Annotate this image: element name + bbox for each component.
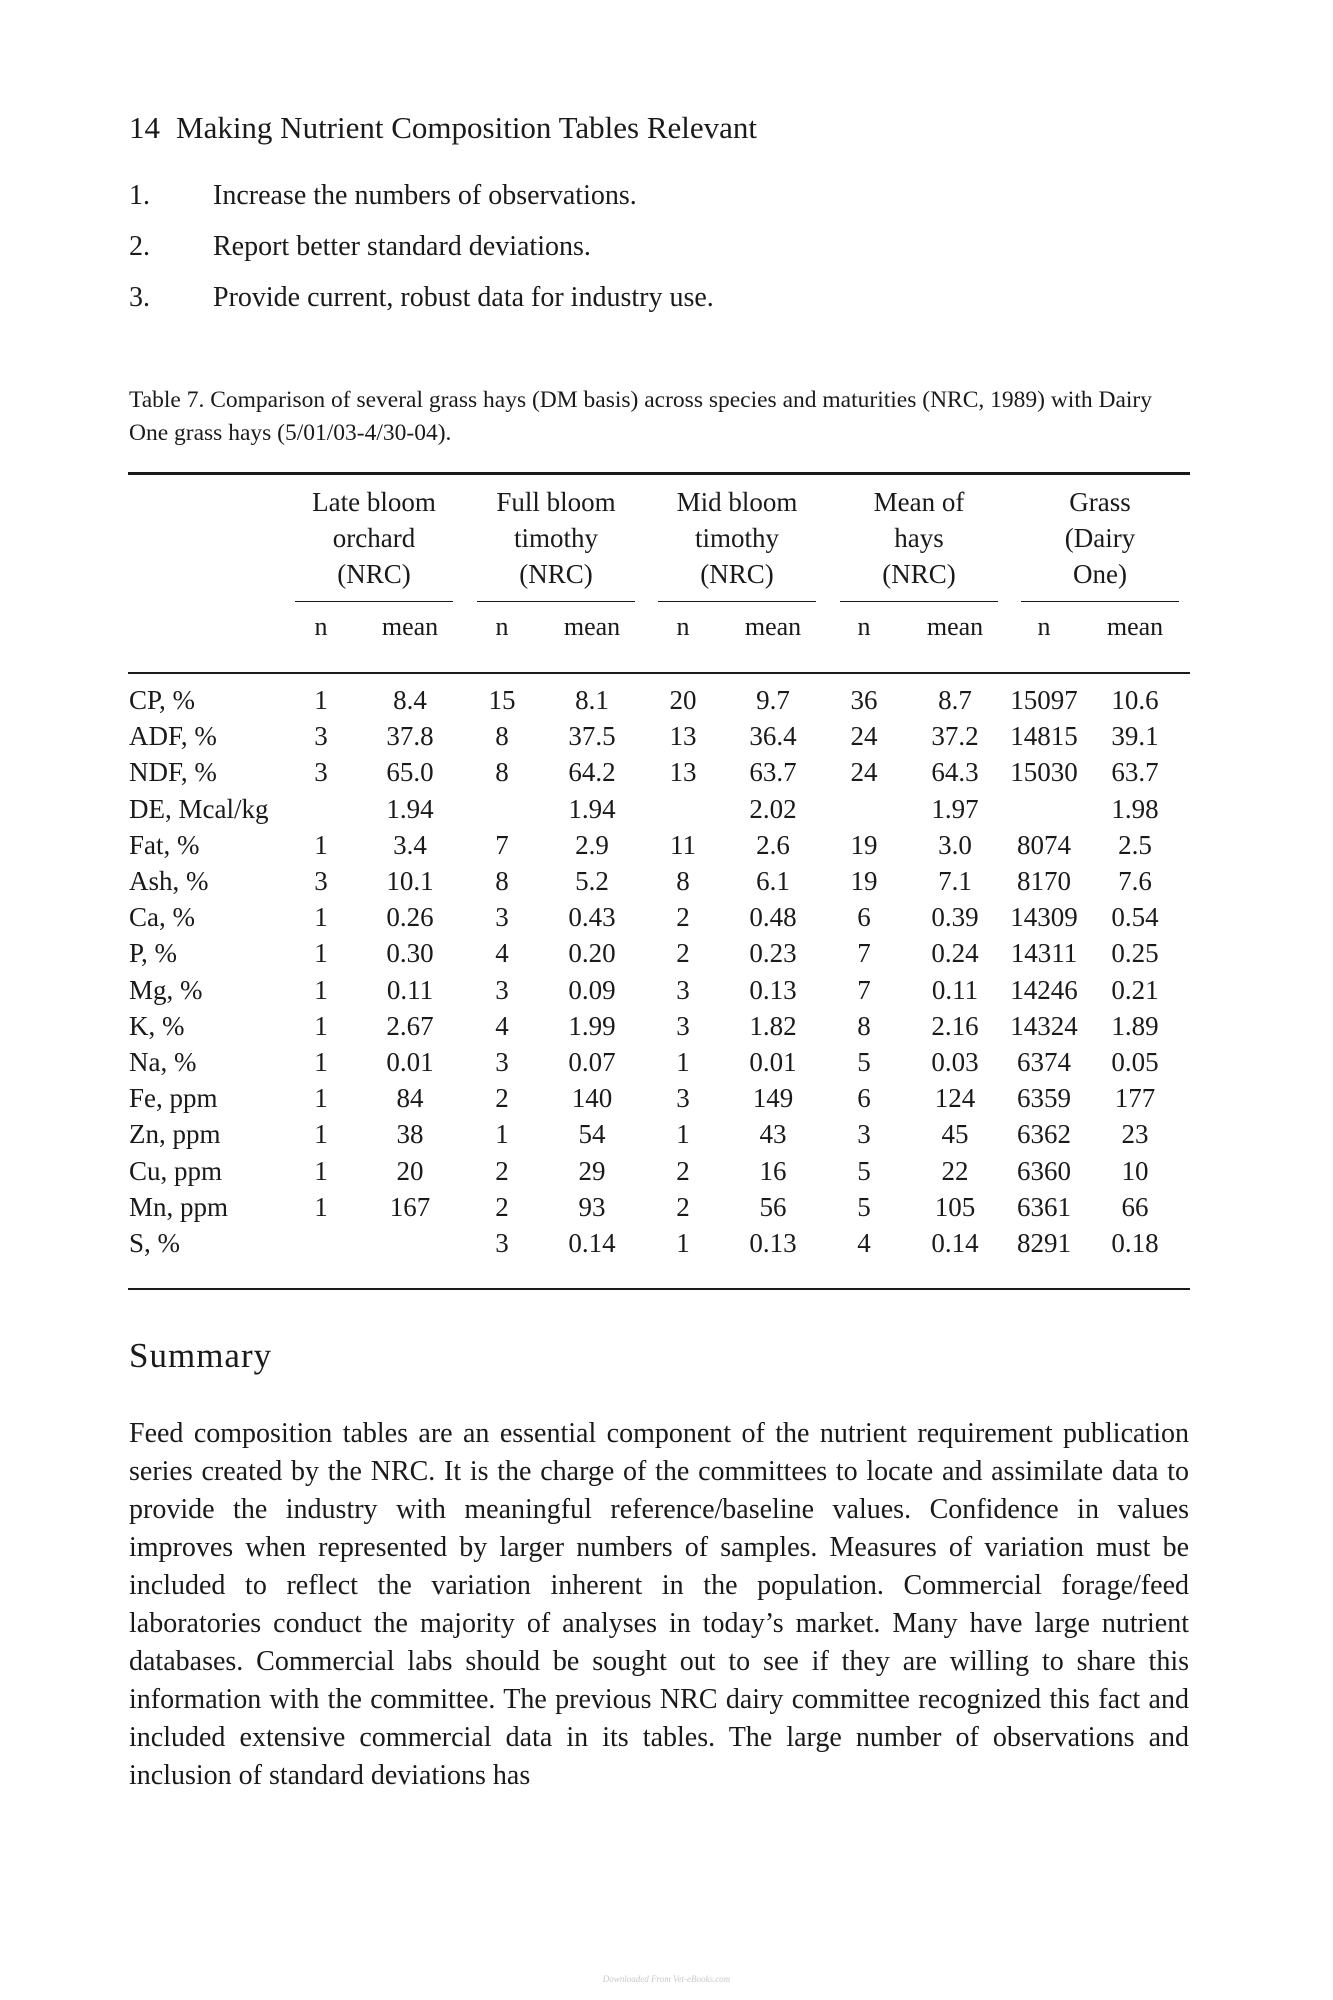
cell-mean: 38: [396, 1119, 424, 1150]
cell-mean: 0.24: [931, 938, 979, 969]
cell-n: 1: [314, 685, 328, 715]
cell-mean: 8.1: [575, 685, 609, 715]
cell-mean: 0.13: [749, 1228, 797, 1258]
cell-mean: 1.99: [568, 1010, 616, 1041]
cell-n: 24: [850, 757, 878, 788]
column-header-n: n: [1037, 612, 1051, 641]
cell-mean: 63.7: [749, 757, 797, 788]
cell-mean: 66: [1121, 1191, 1149, 1222]
cell-mean: 93: [578, 1191, 606, 1222]
cell-mean: 64.3: [931, 757, 979, 788]
cell-mean: 1.82: [749, 1010, 797, 1041]
column-group-header-line: orchard: [332, 523, 416, 553]
cell-n: 3: [676, 1010, 690, 1041]
cell-n: 2: [676, 902, 690, 933]
cell-n: 4: [495, 1010, 509, 1041]
cell-mean: 0.05: [1111, 1047, 1159, 1077]
column-header-mean: mean: [926, 612, 984, 641]
column-group-header-line: (Dairy: [1064, 523, 1136, 553]
cell-mean: 37.5: [568, 721, 616, 752]
cell-mean: 45: [941, 1119, 969, 1150]
row-label: Fe, ppm: [129, 1083, 218, 1114]
cell-mean: 105: [934, 1191, 976, 1222]
column-header-n: n: [857, 612, 871, 641]
list-number: 2.: [129, 231, 150, 262]
cell-n: 3: [314, 757, 328, 788]
column-group-rule: [658, 601, 816, 602]
cell-n: 7: [857, 938, 871, 969]
list-item: [129, 231, 1189, 282]
list-text: Provide current, robust data for industry use.: [213, 282, 714, 313]
cell-mean: 37.8: [386, 721, 434, 752]
cell-mean: 2.9: [575, 829, 609, 860]
cell-n: 1: [314, 1119, 328, 1150]
list-item: [129, 282, 1189, 333]
row-label: Cu, ppm: [129, 1155, 223, 1186]
cell-mean: 37.2: [931, 721, 979, 752]
cell-mean: 1.89: [1111, 1010, 1159, 1041]
cell-mean: 0.21: [1111, 974, 1159, 1005]
column-group-header-line: hays: [894, 523, 944, 553]
row-label: ADF, %: [129, 721, 217, 752]
cell-n: 1: [314, 938, 328, 969]
cell-mean: 177: [1114, 1083, 1156, 1114]
cell-mean: 36.4: [749, 721, 797, 752]
section-heading: Summary: [129, 1336, 273, 1375]
cell-mean: 140: [571, 1083, 613, 1114]
cell-n: 3: [495, 902, 509, 933]
cell-mean: 1.94: [568, 793, 616, 824]
cell-mean: 0.25: [1111, 938, 1159, 969]
numbered-list: [129, 180, 1189, 333]
table-top-rule: [128, 472, 1190, 475]
cell-mean: 0.09: [568, 974, 616, 1005]
cell-n: 3: [857, 1119, 871, 1150]
column-header-mean: mean: [381, 612, 439, 641]
cell-mean: 0.13: [749, 974, 797, 1005]
column-group-header-line: (NRC): [700, 559, 774, 589]
cell-n: 1: [495, 1119, 509, 1150]
cell-n: 6374: [1017, 1047, 1071, 1077]
column-header-mean: mean: [744, 612, 802, 641]
cell-n: 1: [314, 1191, 328, 1222]
row-label: Mg, %: [129, 974, 203, 1005]
cell-mean: 23: [1121, 1119, 1149, 1150]
list-number: 1.: [129, 180, 150, 211]
cell-n: 1: [314, 974, 328, 1005]
cell-n: 3: [676, 974, 690, 1005]
column-group-rule: [840, 601, 998, 602]
cell-mean: 7.1: [938, 866, 972, 896]
cell-n: 6: [857, 902, 871, 933]
column-group-header-line: Mid bloom: [676, 487, 798, 517]
row-label: NDF, %: [129, 757, 217, 788]
cell-mean: 0.07: [568, 1047, 616, 1077]
cell-mean: 0.18: [1111, 1228, 1159, 1258]
cell-mean: 3.0: [938, 829, 972, 860]
cell-n: 8291: [1017, 1228, 1071, 1258]
list-text: Report better standard deviations.: [213, 231, 591, 262]
cell-n: 6361: [1017, 1191, 1071, 1222]
cell-n: 6359: [1017, 1083, 1071, 1114]
cell-n: 2: [495, 1155, 509, 1186]
table-header-rule: [128, 672, 1190, 674]
cell-n: 1: [314, 902, 328, 933]
cell-mean: 0.30: [386, 938, 434, 969]
cell-n: 2: [495, 1083, 509, 1114]
column-group-header-line: Late bloom: [312, 487, 436, 517]
cell-mean: 54: [578, 1119, 606, 1150]
column-group-header: [658, 484, 816, 592]
cell-n: 15097: [1010, 685, 1078, 715]
column-group-header: [477, 484, 635, 592]
cell-n: 24: [850, 721, 878, 752]
cell-n: 6360: [1017, 1155, 1071, 1186]
cell-n: 3: [314, 866, 328, 896]
cell-n: 8: [495, 757, 509, 788]
cell-mean: 2.16: [931, 1010, 979, 1041]
cell-mean: 3.4: [393, 829, 427, 860]
cell-n: 19: [850, 829, 878, 860]
cell-n: 1: [314, 1155, 328, 1186]
cell-n: 1: [314, 1083, 328, 1114]
cell-mean: 0.48: [749, 902, 797, 933]
cell-n: 1: [314, 829, 328, 860]
cell-mean: 20: [396, 1155, 424, 1186]
column-group-header-line: timothy: [694, 523, 779, 553]
cell-mean: 0.11: [386, 974, 434, 1005]
cell-n: 14309: [1010, 902, 1078, 933]
list-item: [129, 180, 1189, 231]
cell-mean: 65.0: [386, 757, 434, 788]
row-label: Na, %: [129, 1047, 197, 1077]
watermark: Downloaded From Vet-eBooks.com: [602, 1974, 731, 1984]
column-group-header-line: One): [1073, 559, 1127, 589]
column-group-header: [840, 484, 998, 592]
table-caption: Table 7. Comparison of several grass hays (DM basis) across species and maturities (NRC, 1989) with Dairy One grass hays (5/01/03-4/30-04).: [129, 387, 1152, 446]
cell-mean: 2.02: [749, 793, 797, 824]
cell-n: 1: [314, 1047, 328, 1077]
row-label: Zn, ppm: [129, 1119, 221, 1150]
cell-mean: 64.2: [568, 757, 616, 788]
cell-mean: 9.7: [756, 685, 790, 715]
cell-n: 1: [676, 1047, 690, 1077]
cell-n: 2: [495, 1191, 509, 1222]
cell-mean: 7.6: [1118, 866, 1152, 896]
cell-n: 5: [857, 1047, 871, 1077]
cell-n: 3: [676, 1083, 690, 1114]
cell-n: 5: [857, 1191, 871, 1222]
cell-n: 2: [676, 1155, 690, 1186]
table-bottom-rule: [128, 1288, 1190, 1290]
column-group-header-line: timothy: [513, 523, 598, 553]
cell-mean: 0.01: [386, 1047, 434, 1077]
cell-mean: 0.14: [931, 1228, 979, 1258]
column-group-header-line: Mean of: [873, 487, 965, 517]
cell-mean: 84: [396, 1083, 424, 1114]
cell-mean: 0.54: [1111, 902, 1159, 933]
row-label: Ash, %: [129, 866, 209, 896]
row-label: Ca, %: [129, 902, 195, 933]
cell-mean: 1.98: [1111, 793, 1159, 824]
cell-n: 15030: [1010, 757, 1078, 788]
cell-n: 3: [314, 721, 328, 752]
cell-mean: 5.2: [575, 866, 609, 896]
cell-n: 3: [495, 1228, 509, 1258]
cell-n: 2: [676, 938, 690, 969]
cell-n: 4: [857, 1228, 871, 1258]
cell-mean: 29: [578, 1155, 606, 1186]
cell-mean: 39.1: [1111, 721, 1159, 752]
cell-mean: 0.20: [568, 938, 616, 969]
column-group-header-line: (NRC): [337, 559, 411, 589]
cell-n: 36: [850, 685, 878, 715]
cell-n: 6: [857, 1083, 871, 1114]
cell-n: 14324: [1010, 1010, 1078, 1041]
cell-n: 8074: [1017, 829, 1071, 860]
cell-n: 8170: [1017, 866, 1071, 896]
column-header-mean: mean: [1106, 612, 1164, 641]
cell-mean: 10: [1121, 1155, 1149, 1186]
column-header-mean: mean: [563, 612, 621, 641]
cell-n: 7: [495, 829, 509, 860]
row-label: CP, %: [129, 685, 196, 715]
cell-mean: 2.6: [756, 829, 790, 860]
cell-n: 11: [670, 829, 696, 860]
cell-mean: 0.43: [568, 902, 616, 933]
cell-n: 13: [669, 721, 697, 752]
column-group-header-line: Grass: [1069, 487, 1131, 517]
cell-mean: 22: [941, 1155, 969, 1186]
cell-mean: 43: [759, 1119, 787, 1150]
cell-mean: 16: [759, 1155, 787, 1186]
column-group-header-line: (NRC): [519, 559, 593, 589]
row-label: P, %: [129, 938, 178, 969]
running-title: Making Nutrient Composition Tables Relevant: [176, 110, 758, 145]
cell-n: 14311: [1010, 938, 1078, 969]
cell-n: 14246: [1010, 974, 1078, 1005]
cell-n: 1: [314, 1010, 328, 1041]
page-header: [129, 110, 757, 146]
cell-n: 3: [495, 1047, 509, 1077]
row-label: Mn, ppm: [129, 1191, 229, 1222]
cell-mean: 149: [752, 1083, 794, 1114]
cell-n: 1: [676, 1119, 690, 1150]
cell-mean: 1.94: [386, 793, 434, 824]
cell-mean: 167: [389, 1191, 431, 1222]
row-label: Fat, %: [129, 829, 200, 860]
cell-mean: 0.03: [931, 1047, 979, 1077]
cell-mean: 2.67: [386, 1010, 434, 1041]
cell-mean: 0.11: [931, 974, 979, 1005]
list-text: Increase the numbers of observations.: [213, 180, 637, 211]
cell-n: 8: [676, 866, 690, 896]
page-number: 14: [129, 110, 160, 145]
column-header-n: n: [676, 612, 690, 641]
cell-mean: 56: [759, 1191, 787, 1222]
cell-mean: 0.26: [386, 902, 434, 933]
cell-mean: 124: [934, 1083, 976, 1114]
cell-mean: 10.1: [386, 866, 434, 896]
cell-n: 8: [857, 1010, 871, 1041]
cell-n: 7: [857, 974, 871, 1005]
cell-n: 14815: [1010, 721, 1078, 752]
cell-mean: 1.97: [931, 793, 979, 824]
column-group-rule: [295, 601, 453, 602]
cell-n: 20: [669, 685, 697, 715]
column-group-header: [295, 484, 453, 592]
cell-n: 8: [495, 866, 509, 896]
cell-n: 13: [669, 757, 697, 788]
cell-mean: 0.01: [749, 1047, 797, 1077]
column-group-rule: [477, 601, 635, 602]
column-group-header: [1021, 484, 1179, 592]
cell-mean: 63.7: [1111, 757, 1159, 788]
cell-n: 2: [676, 1191, 690, 1222]
cell-n: 15: [488, 685, 516, 715]
cell-n: 8: [495, 721, 509, 752]
summary-paragraph: Feed composition tables are an essential component of the nutrient requirement publication series created by the NRC. It is the charge of the committees to locate and assimilate data to provide the industry with meaningful reference/baseline values. Confidence in values improves when represented by larger numbers of samples. Measures of variation must be included to reflect the variation inherent in the population. Commercial forage/feed laboratories conduct the majority of analyses in today’s market. Many have large nutrient databases. Commercial labs should be sought out to see if they are willing to share this information with the committee. The previous NRC dairy committee recognized this fact and included extensive commercial data in its tables. The large number of observations and inclusion of standard deviations has: [129, 1418, 1189, 1791]
column-group-rule: [1021, 601, 1179, 602]
cell-mean: 8.7: [938, 685, 972, 715]
cell-n: 3: [495, 974, 509, 1005]
cell-mean: 0.23: [749, 938, 797, 969]
cell-n: 4: [495, 938, 509, 969]
cell-mean: 2.5: [1118, 829, 1152, 860]
cell-n: 6362: [1017, 1119, 1071, 1150]
list-number: 3.: [129, 282, 150, 313]
column-header-n: n: [314, 612, 328, 641]
column-group-header-line: (NRC): [882, 559, 956, 589]
cell-mean: 0.39: [931, 902, 979, 933]
row-label: DE, Mcal/kg: [129, 793, 269, 824]
cell-n: 1: [676, 1228, 690, 1258]
cell-n: 19: [850, 866, 878, 896]
cell-n: 5: [857, 1155, 871, 1186]
row-label: K, %: [129, 1010, 185, 1041]
cell-mean: 10.6: [1111, 685, 1159, 715]
column-header-n: n: [495, 612, 509, 641]
column-group-header-line: Full bloom: [496, 487, 616, 517]
row-label: S, %: [129, 1228, 181, 1258]
cell-mean: 6.1: [756, 866, 790, 896]
cell-mean: 0.14: [568, 1228, 616, 1258]
cell-mean: 8.4: [393, 685, 427, 715]
